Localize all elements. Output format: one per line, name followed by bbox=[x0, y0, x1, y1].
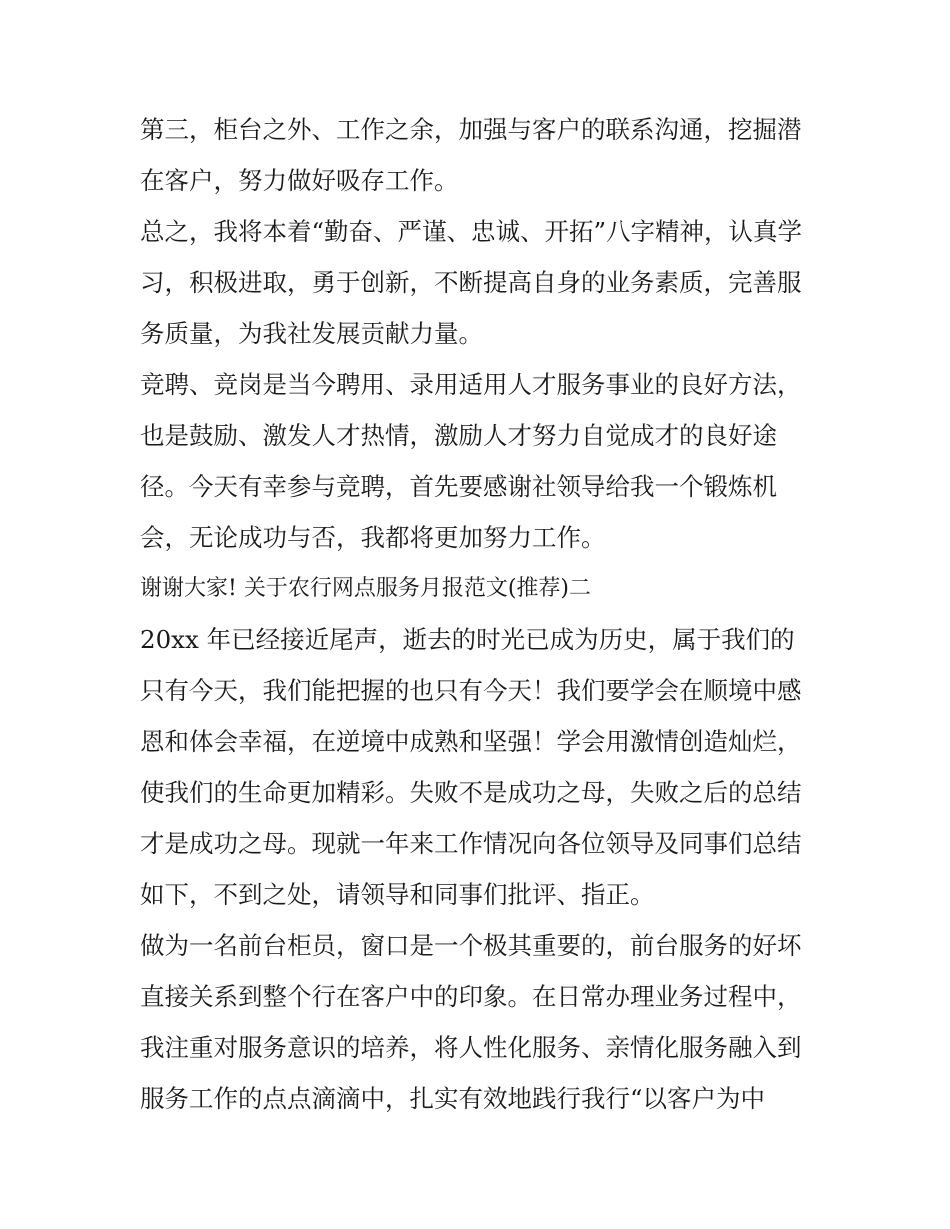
section-title: 谢谢大家! 关于农行网点服务月报范文(推荐)二 bbox=[140, 576, 592, 601]
paragraph-summary bbox=[140, 206, 812, 359]
text-line: 也是鼓励、激发人才热情，激励人才努力自觉成才的良好途 bbox=[140, 421, 777, 450]
text-line: 20xx 年已经接近尾声，逝去的时光已成为历史，属于我们的 bbox=[140, 625, 795, 654]
text-line: 习，积极进取，勇于创新，不断提高自身的业务素质，完善服 bbox=[140, 268, 802, 297]
text-line: 总之，我将本着“勤奋、严谨、忠诚、开拓”八字精神，认真学 bbox=[140, 217, 803, 246]
section-heading bbox=[140, 563, 812, 614]
text-line: 只有今天，我们能把握的也只有今天！我们要学会在顺境中感 bbox=[140, 676, 802, 705]
text-line: 务质量，为我社发展贡献力量。 bbox=[140, 319, 483, 348]
paragraph-year-review bbox=[140, 614, 812, 920]
paragraph-front-desk bbox=[140, 920, 812, 1124]
text-line: 径。今天有幸参与竞聘，首先要感谢社领导给我一个锻炼机 bbox=[140, 472, 777, 501]
text-line: 在客户，努力做好吸存工作。 bbox=[140, 166, 459, 195]
paragraph-counter-work bbox=[140, 104, 812, 206]
text-line: 竞聘、竞岗是当今聘用、录用适用人才服务事业的良好方法， bbox=[140, 370, 802, 399]
text-line: 会，无论成功与否，我都将更加努力工作。 bbox=[140, 523, 606, 552]
text-line: 如下，不到之处，请领导和同事们批评、指正。 bbox=[140, 880, 655, 909]
text-line: 恩和体会幸福，在逆境中成熟和坚强！学会用激情创造灿烂， bbox=[140, 727, 802, 756]
text-line: 第三，柜台之外、工作之余，加强与客户的联系沟通，挖掘潜 bbox=[140, 115, 802, 144]
document-body bbox=[140, 104, 812, 1124]
text-line: 直接关系到整个行在客户中的印象。在日常办理业务过程中， bbox=[140, 982, 802, 1011]
text-line: 服务工作的点点滴滴中，扎实有效地践行我行“以客户为中 bbox=[140, 1084, 766, 1113]
text-line: 才是成功之母。现就一年来工作情况向各位领导及同事们总结 bbox=[140, 829, 802, 858]
paragraph-competition bbox=[140, 359, 812, 563]
text-line: 做为一名前台柜员，窗口是一个极其重要的，前台服务的好坏 bbox=[140, 931, 802, 960]
text-line: 使我们的生命更加精彩。失败不是成功之母，失败之后的总结 bbox=[140, 778, 802, 807]
text-line: 我注重对服务意识的培养，将人性化服务、亲情化服务融入到 bbox=[140, 1033, 802, 1062]
